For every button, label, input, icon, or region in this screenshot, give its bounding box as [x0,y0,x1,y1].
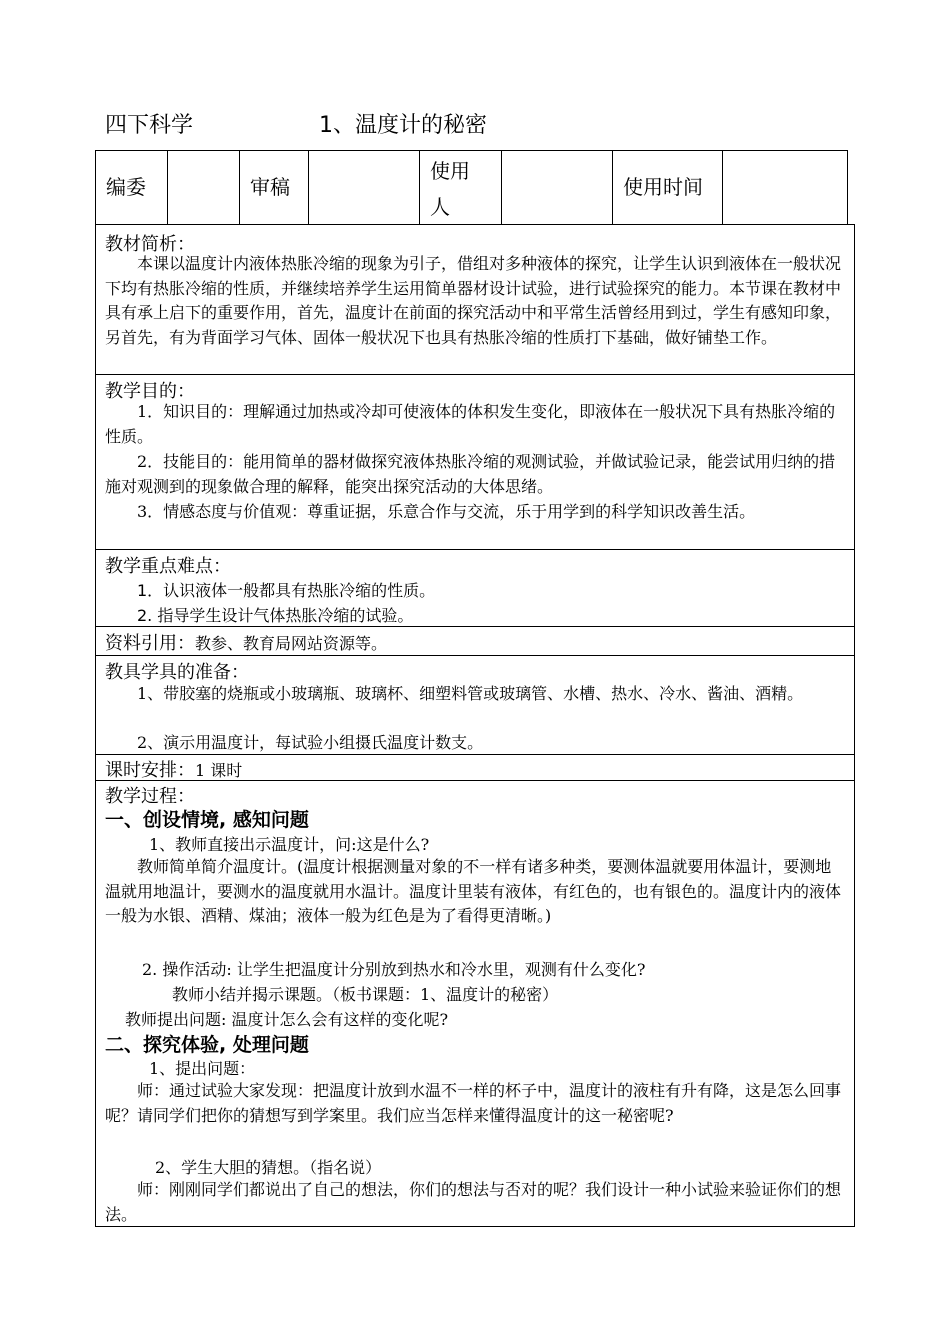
schedule-heading: 课时安排： [105,760,195,781]
user-label [430,153,470,225]
schedule-section [96,754,854,779]
process-part1-title: 一、创设情境, 感知问题 [105,809,309,831]
references-heading: 资料引用： [105,633,195,654]
objective-item: 2．技能目的：能用简单的器材做探究液体热胀冷缩的观测试验，并做试验记录，能尝试用归纳的措施对观测到的现象做合理的解释，能突出探究活动的大体思绪。 [105,452,836,496]
process-paragraph: 教师简单简介温度计。(温度计根据测量对象的不一样有诸多种类，要测体温就要用体温计，要测地温就用地温计，要测水的温度就用水温计。温度计里装有液体，有红色的，也有银色的。温度计内的液体一般为水银、酒精、煤油；液体一般为红色是为了看得更清晰。) [105,857,842,925]
key-points-heading: 教学重点难点： [105,556,231,577]
editor-label: 编委 [106,175,146,199]
process-line: 2. 操作活动: 让学生把温度计分别放到热水和冷水里，观测有什么变化? [142,960,646,979]
process-line: 教师提出问题: 温度计怎么会有这样的变化呢? [125,1010,449,1029]
info-table [95,150,848,225]
materials-section [96,655,854,753]
reviewer-value-cell[interactable] [309,151,420,225]
objectives-section [96,374,854,548]
key-point-item: 1．认识液体一般都具有热胀冷缩的性质。 [137,581,436,600]
time-label: 使用时间 [623,175,703,199]
reviewer-label: 审稿 [250,175,290,199]
user-label-cell [420,151,502,225]
lesson-plan-body [95,224,855,1227]
key-point-item: 2. 指导学生设计气体热胀冷缩的试验。 [137,606,414,625]
editor-label-cell [96,151,168,225]
materials-item: 1、带胶塞的烧瓶或小玻璃瓶、玻璃杯、细塑料管或玻璃管、水槽、热水、冷水、酱油、酒精。 [137,684,804,703]
material-analysis-heading: 教材简析： [105,234,195,255]
objectives-heading: 教学目的： [105,381,195,402]
materials-item: 2、演示用温度计，每试验小组摄氏温度计数支。 [137,733,484,752]
process-line: 1、教师直接出示温度计，问:这是什么? [149,835,430,854]
user-value-cell[interactable] [502,151,613,225]
time-label-cell [613,151,723,225]
schedule-value: 1 课时 [195,761,243,780]
materials-heading: 教具学具的准备： [105,662,249,683]
reviewer-label-cell [240,151,309,225]
objective-item: 1．知识目的：理解通过加热或冷却可使液体的体积发生变化，即液体在一般状况下具有热胀冷缩的性质。 [105,402,836,446]
lesson-title: 1、温度计的秘密 [319,113,487,138]
process-line: 教师小结并揭示课题。（板书课题：1、温度计的秘密） [172,985,559,1004]
process-paragraph: 师：通过试验大家发现：把温度计放到水温不一样的杯子中，温度计的液柱有升有降，这是怎么回事呢？请同学们把你的猜想写到学案里。我们应当怎样来懂得温度计的这一秘密呢? [105,1081,842,1125]
material-analysis-section [96,225,854,373]
references-value: 教参、教育局网站资源等。 [195,634,388,653]
process-section [96,780,854,1226]
process-line: 2、学生大胆的猜想。（指名说） [155,1158,382,1177]
process-part2-title: 二、探究体验, 处理问题 [105,1034,309,1056]
references-row [105,629,387,655]
editor-value-cell[interactable] [168,151,240,225]
process-paragraph: 师：刚刚同学们都说出了自己的想法，你们的想法与否对的呢？我们设计一种小试验来验证你们的想法。 [105,1180,842,1224]
user-label-line2: 人 [430,195,450,219]
material-analysis-text: 本课以温度计内液体热胀冷缩的现象为引子，借组对多种液体的探究，让学生认识到液体在一般状况下均有热胀冷缩的性质，并继续培养学生运用简单器材设计试验，进行试验探究的能力。本节课在教材中具有承上启下的重要作用，首先，温度计在前面的探究活动中和平常生活曾经用到过，学生有感知印象，另首先，有为背面学习气体、固体一般状况下也具有热胀冷缩的性质打下基础，做好铺垫工作。 [105,254,842,347]
objective-item: 3．情感态度与价值观：尊重证据，乐意合作与交流，乐于用学到的科学知识改善生活。 [137,502,756,521]
time-value-cell[interactable] [723,151,848,225]
key-points-section [96,549,854,625]
user-label-line1: 使用 [430,159,470,183]
process-heading: 教学过程： [105,786,195,807]
process-line: 1、提出问题： [149,1059,256,1078]
course-name: 四下科学 [105,113,194,138]
references-section [96,626,854,654]
schedule-row [105,756,242,782]
